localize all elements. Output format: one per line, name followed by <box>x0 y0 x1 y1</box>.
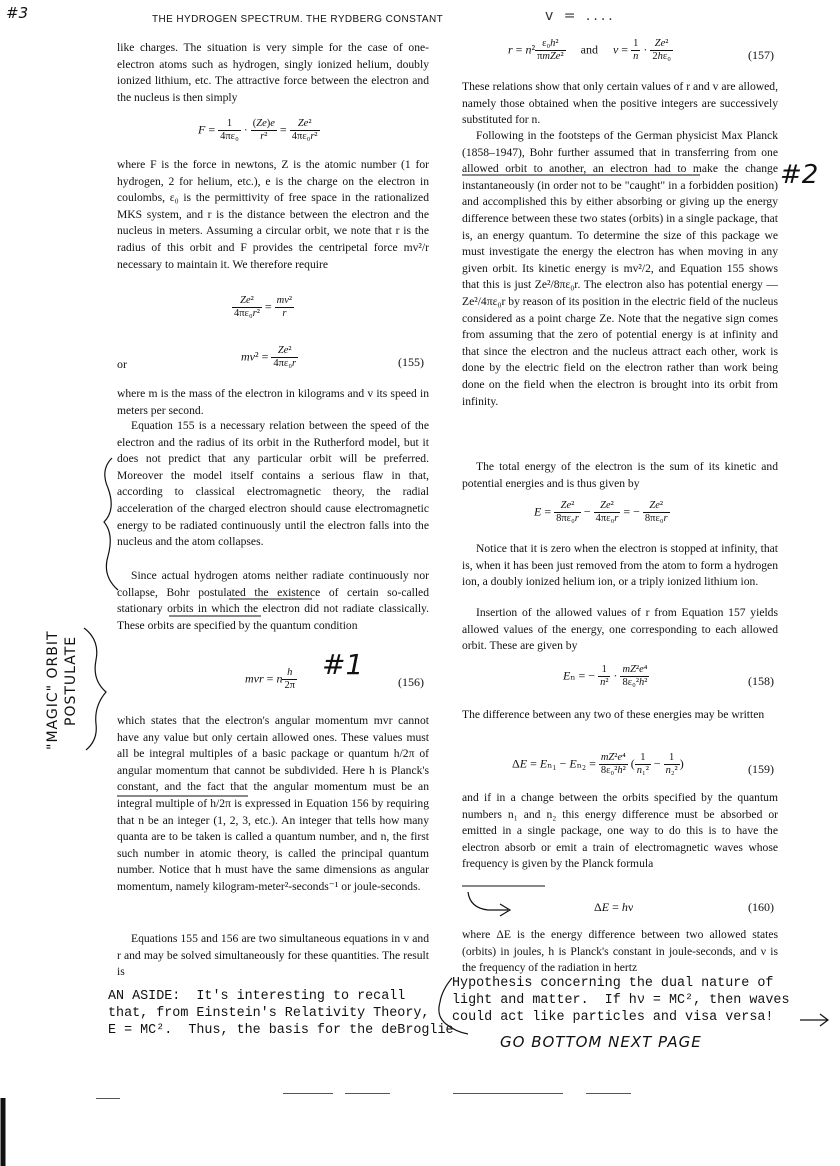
aside-right-typed: Hypothesis concerning the dual nature of light and matter. If hν = MC², then waves could act like particles and visa versa! <box>452 976 790 1025</box>
right-paragraph-5: Insertion of the allowed values of r from Equation 157 yields allowed values of the energy, one corresponding to each allowed orbit. These are given by <box>462 606 778 653</box>
left-bracket-stroke <box>104 458 118 590</box>
footer-rule-2 <box>345 1093 390 1094</box>
annotation-mark-1: #1 <box>322 648 364 681</box>
equation-159: ΔE = Eₙ₁ − Eₙ₂ = $\frac{\text{mZ²e⁴}}{\text{8ε₀²h²}}$ ( $\frac{1}{\text{n₁²}}$ − $\frac{1}{\text{n₂²}}$ ) <box>512 752 684 776</box>
right-paragraph-4: Notice that it is zero when the electron is stopped at infinity, that is, when it has been just removed from the atom to form a hydrogen ion, a doubly ionized helium ion, or a triply ionized lithium ion. <box>462 542 778 589</box>
top-scribble: v = .... <box>545 8 616 24</box>
aside-left-typed: AN ASIDE: It's interesting to recall that, from Einstein's Relativity Theory, E = MC². Thus, the basis for the deBroglie <box>108 989 454 1038</box>
side-note-line-1: "MAGIC" ORBIT <box>45 630 61 750</box>
equation-158: Eₙ = − $\frac{1}{\text{n²}}$ · $\frac{\text{mZ²e⁴}}{\text{8ε₀²h²}}$ <box>563 664 648 688</box>
side-bracket-stroke <box>84 628 106 750</box>
left-paragraph-7: Equations 155 and 156 are two simultaneous equations in v and r and may be solved simultaneously for these quantities. The result is <box>117 932 429 979</box>
equation-157-number: (157) <box>748 48 774 62</box>
running-head: THE HYDROGEN SPECTRUM. THE RYDBERG CONSTANT <box>152 14 444 25</box>
equation-total-energy: E = $\frac{\text{Ze²}}{\text{8πε₀r}}$ − $\frac{\text{Ze²}}{\text{4πε₀r}}$ = − $\frac{\text{Ze²}}{\text{8πε₀r}}$ <box>534 500 668 524</box>
right-paragraph-6: The difference between any two of these energies may be written <box>462 708 765 721</box>
right-paragraph-3: The total energy of the electron is the sum of its kinetic and potential energies and is thus given by <box>462 460 778 490</box>
left-paragraph-4: Equation 155 is a necessary relation between the speed of the electron and the radius of its orbit in the Rutherford model, but it does not predict that any particular orbit will be preferred. Moreover the model itself contains a serious flaw in that, according to classical electromagnetic theory, the radial acceleration of the charged electron should cause electromagnetic energy to be radiated continuously until the electron falls into the nucleus and the atom collapses. <box>117 419 429 549</box>
left-paragraph-2: where F is the force in newtons, Z is the atomic number (1 for hydrogen, 2 for helium, etc.), e is the charge on the electron in coulombs, ε₀ is the permittivity of free space in the rationalized MKS system, and r is the distance between the electron and the nucleus in meters. Assuming a circular orbit, we note that r is the radius of this orbit and F provides the centripetal force mv²/r necessary to maintain it. We therefore require <box>117 158 429 271</box>
left-paragraph-1: like charges. The situation is very simple for the case of one-electron atoms such as hydrogen, singly ionized helium, doubly ionized lithium, etc. The attractive force between the electron and the nucleus is then simply <box>117 41 429 104</box>
footer-rule-5 <box>96 1098 120 1099</box>
equation-155: mv² = $\frac{\text{Ze²}}{\text{4πε₀r}}$ <box>241 345 297 369</box>
equation-160-number: (160) <box>748 900 774 914</box>
equation-156: mvr = n $\frac{h}{2\pi}$ <box>245 667 296 691</box>
side-note-magic-orbit <box>44 600 80 750</box>
left-paragraph-3: where m is the mass of the electron in kilograms and v its speed in meters per second. <box>117 387 429 417</box>
left-paragraph-6: which states that the electron's angular momentum mvr cannot have any value but only certain allowed ones. These values must all be integral multiples of a basic package or quantum h/2π of angular momentum that cannot be subdivided. Here h is Planck's constant, and the fact that the angular momentum must be an integral multiple of h/2π is expressed in Equation 156 by requiring that n be an integer (1, 2, 3, etc.). An integer that tells how many quanta are to be taken is called a quantum number, and n, the first such number in atomic theory, is called the principal quantum number. Notice that h must have the same dimensions as angular momentum, namely kilogram-meter²-seconds⁻¹ or joule-seconds. <box>117 714 429 893</box>
equation-160: ΔE = hν <box>594 900 634 914</box>
footer-rule-4 <box>586 1093 631 1094</box>
page-mark: #3 <box>6 4 29 22</box>
planck-arrow-stroke <box>468 892 510 916</box>
right-paragraph-8: where ΔE is the energy difference between two allowed states (orbits) in joules, h is Planck's constant in joule-seconds, and ν is the frequency of the radiation in hertz <box>462 928 778 975</box>
footer-rule-1 <box>283 1093 333 1094</box>
footer-rule-3 <box>453 1093 563 1094</box>
annotation-mark-2: #2 <box>780 160 819 190</box>
right-paragraph-2: Following in the footsteps of the German physicist Max Planck (1858–1947), Bohr further assumed that in transferring from one allowed orbit to another, an electron had to make the change instantaneously (in order not to be "caught" in a forbidden position) and accomplished this by either absorbing or giving up the energy difference between these two states (orbits) in a single package, that is, an energy quantum. To determine the size of this package we must investigate the energy the electron has when moving in any given orbit. Its kinetic energy is mv²/2, and Equation 155 shows that this is just Ze²/8πε₀r. The electron also has potential energy — Ze²/4πε₀r by reason of its position in the electric field of the nucleus considered as a point charge Ze. Note that the negative sign comes from assuming that the zero of potential energy is at infinity and that since the electron and the nucleus attract each other, work is done by the electric field on the electron rather than work being done on the field when the electron is brought into its orbit from infinity. <box>462 129 778 408</box>
equation-159-number: (159) <box>748 762 774 776</box>
equation-158-number: (158) <box>748 674 774 688</box>
equation-force: F = $\frac{1}{\text{4πε₀}}$ · $\frac{(Ze)e}{\text{r²}}$ = $\frac{\text{Ze²}}{\text{4πε₀r²}}$ <box>198 118 318 142</box>
left-paragraph-5: Since actual hydrogen atoms neither radiate continuously nor collapse, Bohr postulated the existence of certain so-called stationary orbits in which the electron did not radiate classically. These orbits are specified by the quantum condition <box>117 569 429 632</box>
equation-155-number: (155) <box>398 355 424 369</box>
or-label: or <box>117 357 127 371</box>
right-arrow-stroke <box>800 1014 828 1026</box>
equation-157: r = n² $\frac{\text{ε₀h²}}{\text{πmZe²}}$ and v = $\frac{1}{n}$ · $\frac{\text{Ze²}}{\text{2hε₀}}$ <box>508 38 671 62</box>
side-note-line-2: POSTULATE <box>63 635 79 726</box>
right-paragraph-7: and if in a change between the orbits specified by the quantum numbers n₁ and n₂ this energy difference must be absorbed or emitted in a single package, one way to do this is to have the electron absorb or emit a train of electromagnetic waves whose frequency is given by the Planck formula <box>462 791 778 871</box>
equation-156-number: (156) <box>398 675 424 689</box>
right-paragraph-1: These relations show that only certain values of r and v are allowed, namely those obtained when the positive integers are successively substituted for n. <box>462 80 778 127</box>
go-bottom-next-page: GO BOTTOM NEXT PAGE <box>500 1033 702 1051</box>
equation-require: $\frac{\text{Ze²}}{\text{4πε₀r²}}$ = $\frac{\text{mv²}}{r}$ <box>234 295 293 319</box>
